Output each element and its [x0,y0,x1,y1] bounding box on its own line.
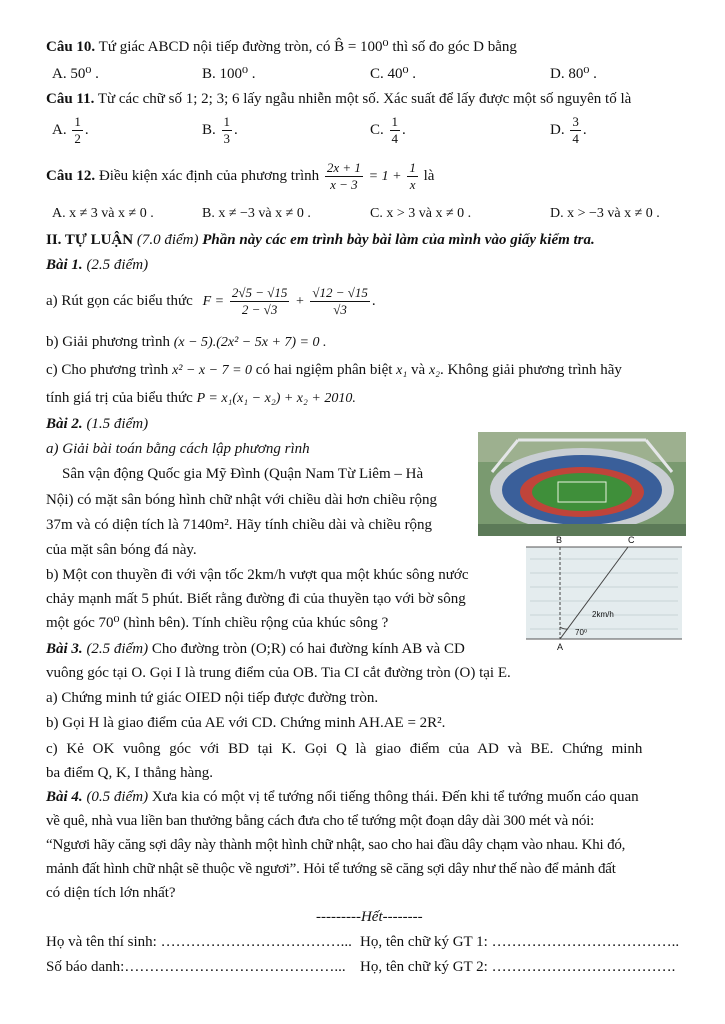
bai-3-line-2: vuông góc tại O. Gọi I là trung điểm của OB. Tia CI cắt đường tròn (O) tại E. [46,665,511,681]
question-text: Từ các chữ số 1; 2; 3; 6 lấy ngẫu nhiễn một số. Xác suất để lấy được một số nguyên tố là [97,91,632,107]
option-letter: B. [202,121,216,138]
denominator: √3 [333,302,347,318]
fraction [222,114,233,147]
part-2-heading [46,231,683,249]
bai-2-b-line: b) Một con thuyền đi với vận tốc 2km/h vượt qua một khúc sông nước [46,567,469,583]
option-letter: D. [550,121,565,138]
expression-fraction [230,285,290,318]
candidate-name-field: Họ và tên thí sinh: ………………………………... [46,934,352,950]
end-mark: ---------Hết-------- [316,909,423,925]
bai-2-a-line: 37m và có diện tích là 7140m². Hãy tính chiều dài và chiều rộng [46,517,433,533]
bai-3-c-line-1: c) Kẻ OK vuông góc với BD tại K. Gọi Q là giao điểm của AD và BE. Chứng minh [46,741,643,757]
denominator: 2 − √3 [241,302,278,318]
problem-title: Bài 2. [46,416,83,432]
bai-4-line: “Ngươi hãy căng sợi dây này thành một hình chữ nhật, sao cho hai đầu dây chạm vào nhau. Khi đó, [46,837,626,853]
problem-points: (2.5 điểm) [86,641,149,657]
part-text: có hai ngiệm phân biệt [255,362,393,378]
equation: (x − 5).(2x² − 5x + 7) = 0 . [173,335,327,350]
bai-2-a-line: của mặt sân bóng đá này. [46,542,197,558]
q12-option-c: C. x > 3 và x ≠ 0 . [370,206,472,221]
bai-1-a: a) Rút gọn các biểu thức F = $\frac{2√5 - √15}{2 - √3}$ + $\frac{√12 - √15}{√3}$ . [46,285,376,318]
numerator: 1 [409,160,416,175]
stadium-illustration [478,432,686,536]
denominator: 3 [223,131,231,146]
problem-points: (2.5 điểm) [86,257,149,273]
proctor-2-field: Họ, tên chữ ký GT 2: ………………………………. [360,959,676,975]
bai-2-b-line: chảy mạnh mất 5 phút. Biết rằng đường đi của thuyền tạo với bờ sông [46,591,466,607]
option-letter: C. [370,121,384,138]
q10-option-c: C. 40⁰ . [370,66,417,82]
bai-2-a-line: Nội) có mặt sân bóng hình chữ nhật với chiều dài hơn chiều rộng [46,492,437,508]
bai-2-a-line: Sân vận động Quốc gia Mỹ Đình (Quận Nam Từ Liêm – Hà [62,466,424,482]
part-text: tính giá trị của biểu thức [46,390,193,406]
question-text: Điều kiện xác định của phương trình [98,167,320,184]
numerator: 2√5 − √15 [231,285,288,301]
denominator: x [409,177,416,192]
bai-3-c-line-2: ba điểm Q, K, I thẳng hàng. [46,765,214,781]
numerator: 1 [74,114,81,129]
bai-1-heading [46,256,683,274]
river-label-a: A [557,642,564,652]
bai-3-line-1 [46,640,683,658]
expression-lhs: F = [202,294,225,309]
bai-2-heading [46,415,683,433]
q12-option-b: B. x ≠ −3 và x ≠ 0 . [202,206,311,221]
bai-3-a: a) Chứng minh tứ giác OIED nội tiếp được đường tròn. [46,690,379,706]
q11-option-a: A. $\frac{1}{2}$ . [52,114,89,146]
part-text: c) Cho phương trình [46,362,169,378]
problem-text: Xưa kia có một vị tể tướng nổi tiếng thông thái. Đến khi tể tướng muốn cáo quan [151,789,639,805]
river-diagram [520,537,688,652]
question-10 [46,38,683,56]
question-12 [46,160,683,193]
q10-option-a: A. 50⁰ . [52,66,99,82]
numerator: 1 [223,114,231,129]
candidate-number-field: Số báo danh:……………………………………... [46,959,346,975]
part-text: . Không giải phương trình hãy [440,362,622,378]
expression-fraction [310,285,370,318]
denominator: x − 3 [330,177,358,192]
fraction [72,114,83,147]
q10-option-d: D. 80⁰ . [550,66,597,82]
variable: x₁ [396,363,408,378]
numerator: 2x + 1 [326,160,361,175]
equation-mid: = 1 + [368,168,402,184]
proctor-1-field: Họ, tên chữ ký GT 1: ……………………………….. [360,934,680,950]
option-letter: A. [52,121,67,138]
numerator: √12 − √15 [312,285,368,301]
equation-fraction [325,160,363,193]
denominator: 4 [391,131,399,146]
problem-title: Bài 4. [46,789,83,805]
river-speed-label: 2km/h [592,610,614,619]
numerator: 1 [391,114,399,129]
problem-points: (1.5 điểm) [86,416,149,432]
river-angle-label: 70⁰ [575,628,588,637]
numerator: 3 [572,114,579,129]
q11-option-c: C. $\frac{1}{4}$ . [370,114,406,146]
bai-1-c-line-1 [46,361,683,380]
expression: P = x₁(x₁ − x₂) + x₂ + 2010. [196,391,356,406]
section-instruction: Phần này các em trình bày bài làm của mình vào giấy kiểm tra. [202,232,595,248]
bai-2-b-line: một góc 70⁰ (hình bên). Tính chiều rộng của khúc sông ? [46,615,389,631]
part-text: b) Giải phương trình [46,334,170,350]
bai-4-line-1 [46,788,683,806]
part-text: a) Rút gọn các biểu thức [46,293,193,309]
q10-option-b: B. 100⁰ . [202,66,256,82]
bai-3-b: b) Gọi H là giao điểm của AE với CD. Chứng minh AH.AE = 2R². [46,715,446,731]
problem-title: Bài 3. [46,641,83,657]
variable: x₂ [428,363,441,378]
q12-option-d: D. x > −3 và x ≠ 0 . [550,206,660,221]
stadium-photo [478,432,686,536]
fraction [390,114,401,147]
part-text: và [411,362,426,378]
fraction [570,114,581,147]
river-label-b: B [556,535,563,545]
bai-1-b [46,333,683,352]
q11-option-b: B. $\frac{1}{3}$ . [202,114,238,146]
bai-4-line: về quê, nhà vua liền ban thưởng bằng cách đưa cho tể tướng một đoạn dây dài 300 mét và nói: [46,813,595,829]
question-text: Tứ giác ABCD nội tiếp đường tròn, có B̂ = 100⁰ thì số đo góc D bằng [98,39,517,55]
question-label: Câu 11. [46,91,95,107]
problem-title: Bài 1. [46,257,83,273]
question-11 [46,90,683,108]
bai-4-line: có diện tích lớn nhất? [46,885,176,901]
question-label: Câu 10. [46,39,96,55]
problem-points: (0.5 điểm) [86,789,149,805]
q12-option-a: A. x ≠ 3 và x ≠ 0 . [52,206,154,221]
bai-4-line: mảnh đất hình chữ nhật sẽ thuộc về ngươi”. Hỏi tể tướng sẽ căng sợi dây như thế nào để mảnh đất [46,861,616,877]
bai-2-a-title: a) Giải bài toán bằng cách lập phương rình [46,441,310,457]
denominator: 2 [74,131,81,146]
river-label-c: C [628,535,635,545]
problem-text: Cho đường tròn (O;R) có hai đường kính AB và CD [151,641,465,657]
denominator: 4 [572,131,579,146]
equation-fraction [407,160,418,193]
section-points: (7.0 điểm) [136,232,199,248]
question-tail: là [423,167,435,184]
equation: x² − x − 7 = 0 [172,363,253,378]
q11-option-d: D. $\frac{3}{4}$ . [550,114,587,146]
bai-1-c-line-2 [46,389,683,408]
section-title: II. TỰ LUẬN [46,232,134,248]
question-label: Câu 12. [46,167,96,184]
